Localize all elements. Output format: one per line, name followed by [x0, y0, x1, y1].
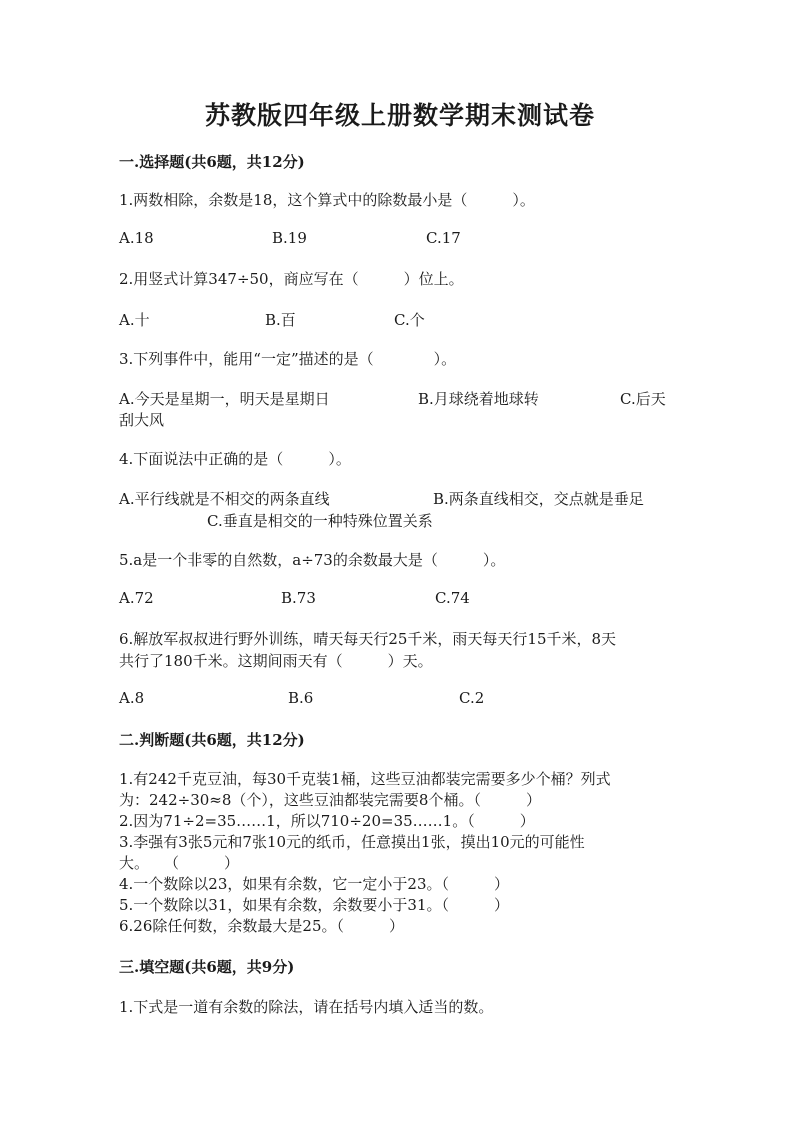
- question-2-text: 2.用竖式计算347÷50，商应写在（ ）位上。: [119, 270, 464, 288]
- question-6-option-c: C.2: [459, 689, 485, 707]
- page-title: 苏教版四年级上册数学期末测试卷: [204, 101, 595, 130]
- judge-line: 3.李强有3张5元和7张10元的纸币，任意摸出1张，摸出10元的可能性: [119, 833, 585, 851]
- judge-line: 4.一个数除以23，如果有余数，它一定小于23。（ ）: [119, 875, 509, 893]
- question-6-option-b: B.6: [288, 689, 314, 707]
- question-2-option-b: B.百: [265, 311, 296, 329]
- question-6-text-line-1: 6.解放军叔叔进行野外训练，晴天每天行25千米，雨天每天行15千米，8天: [119, 630, 617, 648]
- question-1-option-a: A.18: [119, 229, 154, 247]
- judge-line: 为：242÷30≈8（个），这些豆油都装完需要8个桶。（ ）: [119, 791, 541, 809]
- question-3-option-b: B.月球绕着地球转: [418, 390, 539, 408]
- judge-line: 2.因为71÷2=35……1，所以710÷20=35……1。（ ）: [119, 812, 535, 830]
- section-heading-choice: 一.选择题(共6题，共12分): [119, 153, 305, 171]
- question-6-text-line-2: 共行了180千米。这期间雨天有（ ）天。: [119, 652, 433, 670]
- question-3-option-a: A.今天是星期一，明天是星期日: [119, 390, 330, 408]
- question-3-option-c-continued: 刮大风: [119, 411, 165, 429]
- judge-line: 1.有242千克豆油，每30千克装1桶，这些豆油都装完需要多少个桶？列式: [119, 770, 611, 788]
- question-2-option-a: A.十: [119, 311, 150, 329]
- question-4-text: 4.下面说法中正确的是（ ）。: [119, 450, 351, 468]
- judge-line: 6.26除任何数，余数最大是25。（ ）: [119, 917, 404, 935]
- question-1-option-c: C.17: [426, 229, 461, 247]
- question-2-option-c: C.个: [394, 311, 425, 329]
- section-heading-fill-blank: 三.填空题(共6题，共9分): [119, 958, 295, 976]
- question-1-text: 1.两数相除，余数是18，这个算式中的除数最小是（ ）。: [119, 191, 535, 209]
- question-4-option-b: B.两条直线相交，交点就是垂足: [433, 490, 644, 508]
- judge-line: 5.一个数除以31，如果有余数，余数要小于31。（ ）: [119, 896, 509, 914]
- fill-question-1-text: 1.下式是一道有余数的除法，请在括号内填入适当的数。: [119, 998, 494, 1016]
- question-5-text: 5.a是一个非零的自然数，a÷73的余数最大是（ ）。: [119, 551, 506, 569]
- question-4-option-a: A.平行线就是不相交的两条直线: [119, 490, 330, 508]
- question-5-option-a: A.72: [119, 589, 154, 607]
- question-5-option-b: B.73: [281, 589, 316, 607]
- question-3-text: 3.下列事件中，能用“一定”描述的是（ ）。: [119, 350, 457, 368]
- question-3-option-c: C.后天: [620, 390, 666, 408]
- judge-line: 大。 （ ）: [119, 854, 240, 872]
- question-5-option-c: C.74: [435, 589, 470, 607]
- question-6-option-a: A.8: [119, 689, 145, 707]
- question-4-option-c: C.垂直是相交的一种特殊位置关系: [207, 512, 433, 530]
- question-1-option-b: B.19: [272, 229, 307, 247]
- section-heading-true-false: 二.判断题(共6题，共12分): [119, 731, 305, 749]
